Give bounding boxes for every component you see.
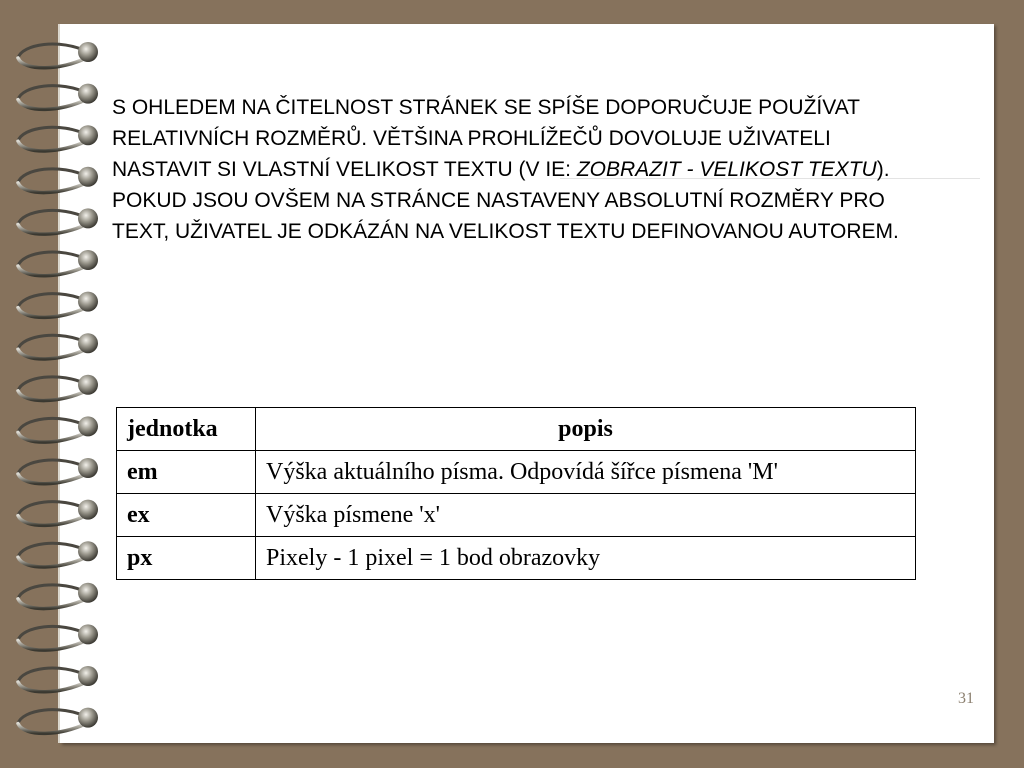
spiral-binding-ring-icon [18,333,98,359]
table-row [117,494,916,537]
table-header-row [117,408,916,451]
spiral-binding [0,0,110,768]
unit-cell: px [117,537,256,580]
spiral-binding-ring-icon [18,500,98,526]
spiral-binding-ring-icon [18,42,98,68]
spiral-binding-ring-icon [18,167,98,193]
spiral-binding-ring-icon [18,458,98,484]
spiral-binding-ring-icon [18,583,98,609]
unit-cell: em [117,451,256,494]
header-popis: popis [256,408,916,451]
spiral-binding-ring-icon [18,666,98,692]
table-row [117,537,916,580]
intro-menu-path: ZOBRAZIT - VELIKOST TEXTU [576,158,877,181]
intro-text-end: ). POKUD JSOU OVŠEM NA STRÁNCE NASTAVENY ABSOLUTNÍ ROZMĚRY PRO TEXT, UŽIVATEL JE ODKÁZÁN NA VELIKOST TEXTU DEFINOVANOU AUTOREM. [112,158,899,243]
intro-paragraph [112,92,932,247]
header-jednotka: jednotka [117,408,256,451]
spiral-binding-ring-icon [18,84,98,110]
units-table [116,407,916,580]
description-cell: Výška aktuálního písma. Odpovídá šířce písmena 'M' [256,451,916,494]
spiral-binding-ring-icon [18,416,98,442]
intro-text-start: S OHLEDEM NA ČITELNOST STRÁNEK SE SPÍŠE DOPORUČUJE POUŽÍVAT RELATIVNÍCH ROZMĚRŮ. VĚTŠINA PROHLÍŽEČŮ DOVOLUJE UŽIVATELI NASTAVIT SI VLASTNÍ VELIKOST TEXTU (V IE: [112,96,860,181]
unit-cell: ex [117,494,256,537]
page-number: 31 [958,690,974,707]
spiral-binding-ring-icon [18,125,98,151]
spiral-binding-ring-icon [18,708,98,734]
description-cell: Výška písmene 'x' [256,494,916,537]
table-row [117,451,916,494]
description-cell: Pixely - 1 pixel = 1 bod obrazovky [256,537,916,580]
spiral-binding-ring-icon [18,375,98,401]
spiral-binding-ring-icon [18,541,98,567]
spiral-binding-ring-icon [18,250,98,276]
spiral-binding-ring-icon [18,208,98,234]
spiral-binding-ring-icon [18,624,98,650]
spiral-binding-ring-icon [18,292,98,318]
